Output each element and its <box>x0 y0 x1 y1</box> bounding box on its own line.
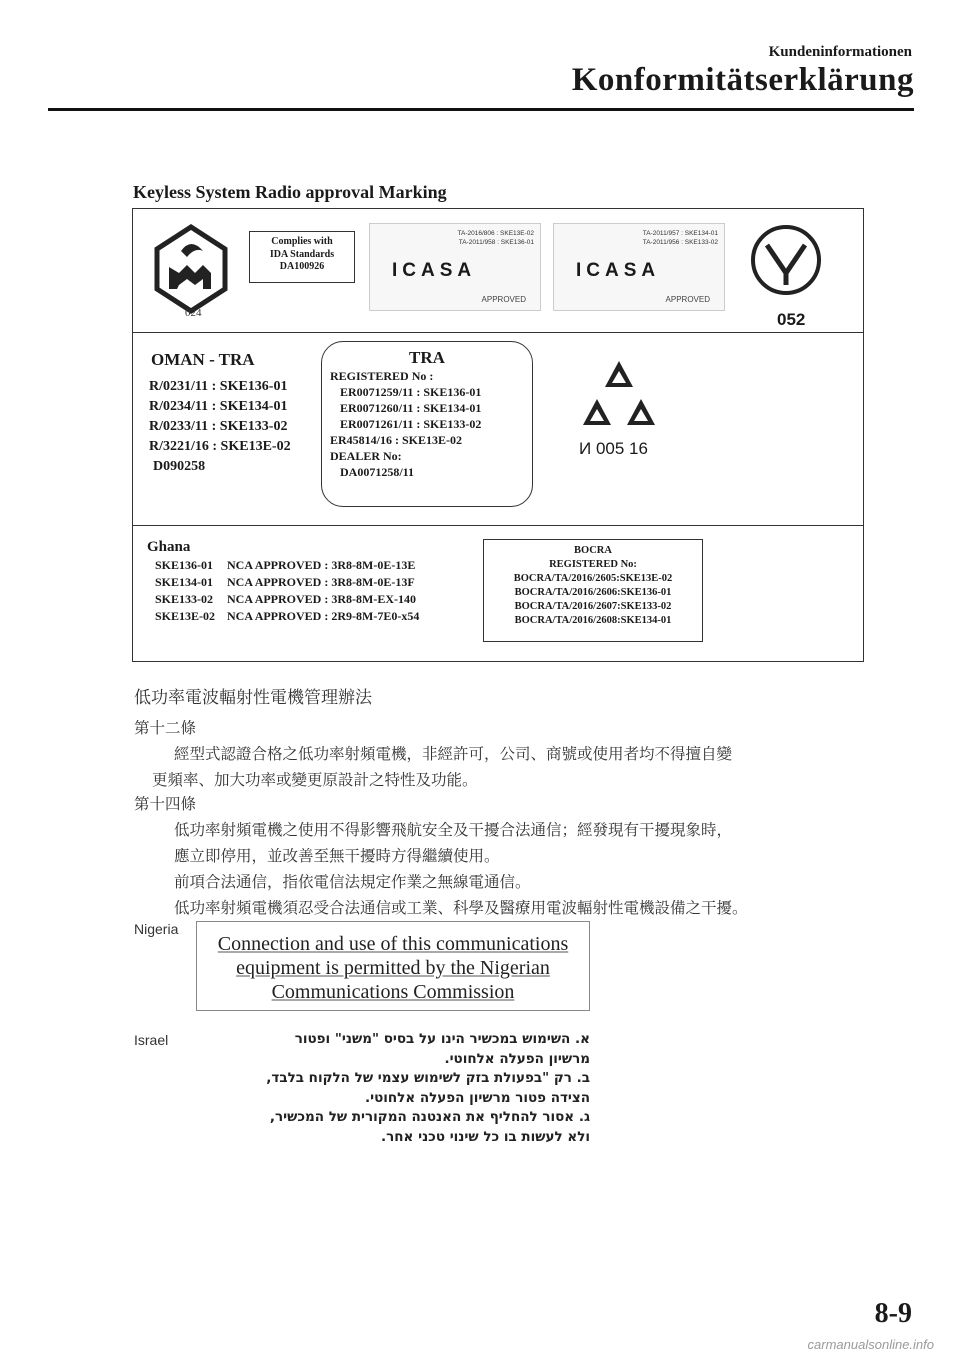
ida-line: Complies with <box>271 236 333 247</box>
article-line: 經型式認證合格之低功率射頻電機，非經許可，公司、商號或使用者均不得擅自變 <box>174 745 733 763</box>
israel-line: מרשיון הפעלה אלחוטי. <box>444 1050 590 1067</box>
israel-line: ג. אסור להחליף את האנטנה המקורית של המכשיר, <box>269 1109 590 1125</box>
taiwan-article-14 <box>134 791 748 921</box>
taiwan-title: 低功率電波輻射性電機管理辦法 <box>134 688 372 708</box>
oman-title: OMAN - TRA <box>151 350 255 369</box>
serbia-triangle-mark-icon <box>573 357 665 441</box>
nigeria-line: equipment is permitted by the Nigerian <box>236 957 550 979</box>
table-row <box>155 574 431 591</box>
row-divider <box>133 525 863 526</box>
section-label: Kundeninformationen <box>768 44 912 60</box>
ukraine-code: 052 <box>777 310 806 329</box>
ghana-title: Ghana <box>147 539 191 555</box>
nigeria-statement-box <box>196 921 590 1011</box>
ghana-model: SKE13E-02 <box>155 609 216 623</box>
tra-reg-line: ER0071259/11 : SKE136-01 <box>340 385 482 399</box>
oman-line: R/3221/16 : SKE13E-02 <box>149 439 291 454</box>
article-line: 低功率射頻電機之使用不得影響飛航安全及干擾合法通信；經發現有干擾現象時， <box>174 821 733 839</box>
article-line: 前項合法通信，指依電信法規定作業之無線電通信。 <box>174 873 531 891</box>
israel-line: א. השימוש במכשיר הינו על בסיס "משני" ופטור <box>294 1031 590 1047</box>
israel-statement <box>200 1030 590 1147</box>
bocra-line: BOCRA <box>574 545 612 556</box>
oman-line: R/0234/11 : SKE134-01 <box>149 399 288 414</box>
nigeria-line: Communications Commission <box>271 981 515 1003</box>
bocra-line: BOCRA/TA/2016/2605:SKE13E-02 <box>513 573 673 584</box>
icasa-approved: APPROVED <box>481 295 526 304</box>
icasa-ref: TA-2011/958 : SKE136-01 <box>458 239 534 246</box>
tra-dealer-number: DA0071258/11 <box>340 465 415 479</box>
ghana-model: SKE136-01 <box>155 558 214 572</box>
watermark: carmanualsonline.info <box>807 1337 934 1352</box>
israel-line: ולא לעשות בו כל שינוי טכני אחר. <box>381 1128 590 1145</box>
header-rule <box>48 108 914 111</box>
ghana-approval: NCA APPROVED : 3R8-8M-EX-140 <box>227 592 416 606</box>
icasa-ref: TA-2016/806 : SKE13E-02 <box>457 230 534 237</box>
ida-line: DA100926 <box>279 261 325 272</box>
article-line: 更頻率、加大功率或變更原設計之特性及功能。 <box>152 771 478 789</box>
nigeria-label: Nigeria <box>134 921 179 937</box>
keyless-section-title: Keyless System Radio approval Marking <box>133 182 447 202</box>
article-heading: 第十二條 <box>134 719 197 737</box>
icasa-label-1 <box>369 223 541 311</box>
article-line: 應立即停用，並改善至無干擾時方得繼續使用。 <box>174 847 500 865</box>
taiwan-article-12 <box>134 715 732 793</box>
oman-line: R/0231/11 : SKE136-01 <box>149 379 288 394</box>
icasa-ref: TA-2011/957 : SKE134-01 <box>642 230 718 237</box>
tra-dealer-label: DEALER No: <box>330 449 402 463</box>
table-row <box>155 608 431 625</box>
serbia-code: И 005 16 <box>579 439 648 458</box>
icasa-logo: ICASA <box>392 260 477 281</box>
icasa-logo: ICASA <box>576 260 661 281</box>
ukraine-conformity-icon <box>749 223 823 297</box>
icasa-ref: TA-2011/956 : SKE133-02 <box>642 239 718 246</box>
israel-line: ב. רק "בפעולת בזק לשימוש עצמי של הלקוח בלבד, <box>266 1070 590 1086</box>
tra-title: TRA <box>409 348 445 367</box>
bocra-box <box>483 539 703 642</box>
ida-standards-box <box>249 231 355 283</box>
israel-label: Israel <box>134 1032 169 1048</box>
oman-list <box>149 377 291 477</box>
tra-reg-line: ER0071261/11 : SKE133-02 <box>340 417 482 431</box>
icasa-label-2 <box>553 223 725 311</box>
table-row <box>155 591 431 608</box>
oman-line: R/0233/11 : SKE133-02 <box>149 419 288 434</box>
ghana-approval: NCA APPROVED : 2R9-8M-7E0-x54 <box>227 609 420 623</box>
oman-line: D090258 <box>153 459 206 474</box>
table-row <box>155 557 431 574</box>
bocra-line: REGISTERED No: <box>549 559 637 570</box>
page-number: 8-9 <box>874 1298 912 1329</box>
bocra-line: BOCRA/TA/2016/2608:SKE134-01 <box>514 615 672 626</box>
icasa-approved: APPROVED <box>665 295 710 304</box>
ghana-model: SKE133-02 <box>155 592 214 606</box>
ghana-approval: NCA APPROVED : 3R8-8M-0E-13E <box>227 558 416 572</box>
approval-markings-box <box>132 208 864 662</box>
tra-registered-label: REGISTERED No : <box>330 369 434 383</box>
rcm-mark-icon <box>151 223 231 319</box>
article-heading: 第十四條 <box>134 795 197 813</box>
ghana-model: SKE134-01 <box>155 575 214 589</box>
israel-line: הצידה פטור מרשיון הפעלה אלחוטי. <box>364 1089 590 1106</box>
tra-reg-line: ER0071260/11 : SKE134-01 <box>340 401 482 415</box>
rcm-code: 024 <box>185 307 202 319</box>
page-title: Konformitätserklärung <box>571 62 914 98</box>
ghana-approval: NCA APPROVED : 3R8-8M-0E-13F <box>227 575 415 589</box>
tra-box <box>321 341 533 507</box>
ghana-table <box>155 557 431 625</box>
article-line: 低功率射頻電機須忍受合法通信或工業、科學及醫療用電波輻射性電機設備之干擾。 <box>174 899 748 917</box>
bocra-line: BOCRA/TA/2016/2607:SKE133-02 <box>514 601 672 612</box>
ida-line: IDA Standards <box>269 248 335 260</box>
row-divider <box>133 332 863 333</box>
bocra-line: BOCRA/TA/2016/2606:SKE136-01 <box>514 587 672 598</box>
nigeria-line: Connection and use of this communications <box>217 933 569 955</box>
tra-reg-line: ER45814/16 : SKE13E-02 <box>330 433 463 447</box>
